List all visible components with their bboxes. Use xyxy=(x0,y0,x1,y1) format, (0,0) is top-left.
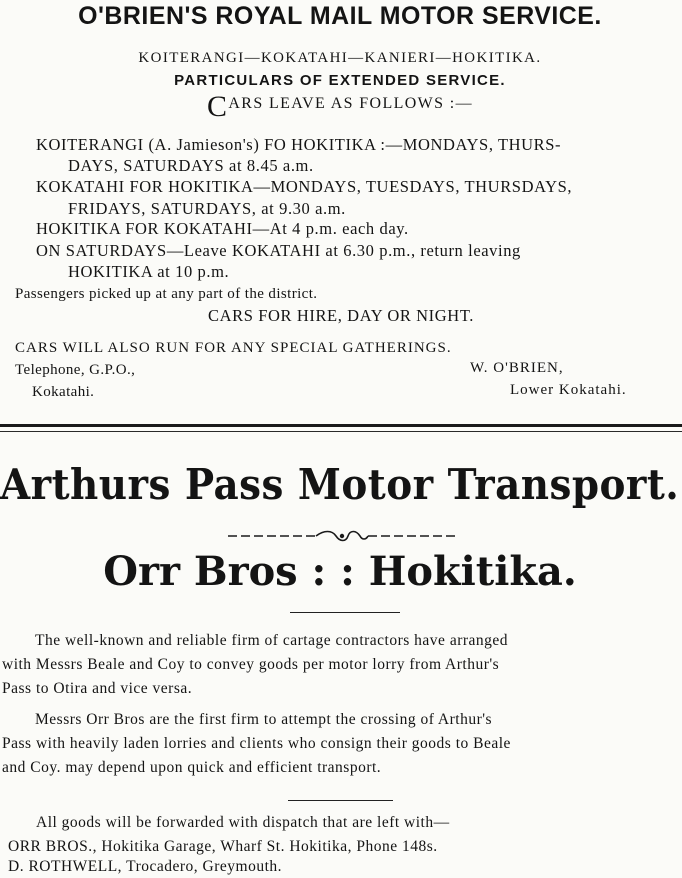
paragraph-line: and Coy. may depend upon quick and efficient transport. xyxy=(2,759,382,776)
paragraph-line: Messrs Orr Bros are the first firm to attempt the crossing of Arthur's xyxy=(35,711,493,728)
forwarding-notice: All goods will be forwarded with dispatch that are left with— xyxy=(36,814,450,831)
obrien-ad-title: O'BRIEN'S ROYAL MAIL MOTOR SERVICE. xyxy=(78,2,602,30)
orr-ad-subtitle: Orr Bros : : Hokitika. xyxy=(103,548,577,595)
schedule-line: KOITERANGI (A. Jamieson's) FO HOKITIKA :—MONDAYS, THURS- xyxy=(36,135,562,154)
schedule-line: HOKITIKA at 10 p.m. xyxy=(68,262,230,281)
separator-thick xyxy=(0,424,682,427)
paragraph-line: Pass to Otira and vice versa. xyxy=(2,680,193,697)
short-rule xyxy=(290,612,400,613)
special-gatherings: CARS WILL ALSO RUN FOR ANY SPECIAL GATHERINGS. xyxy=(15,340,452,356)
schedule-line: ON SATURDAYS—Leave KOKATAHI at 6.30 p.m., return leaving xyxy=(36,241,521,260)
schedule-line: FRIDAYS, SATURDAYS, at 9.30 a.m. xyxy=(68,199,346,218)
location-left: Kokatahi. xyxy=(32,384,95,400)
separator-thin xyxy=(0,431,682,432)
telephone: Telephone, G.P.O., xyxy=(15,362,136,378)
pickup-notice: Passengers picked up at any part of the district. xyxy=(15,286,318,302)
orr-ad-title: Arthurs Pass Motor Transport. xyxy=(0,460,680,509)
hire-notice: CARS FOR HIRE, DAY OR NIGHT. xyxy=(207,306,474,325)
location-right: Lower Kokatahi. xyxy=(510,382,627,398)
proprietor-name: W. O'BRIEN, xyxy=(470,360,564,376)
short-rule xyxy=(288,800,393,801)
contact-line: ORR BROS., Hokitika Garage, Wharf St. Hokitika, Phone 148s. xyxy=(8,838,438,855)
contact-line: D. ROTHWELL, Trocadero, Greymouth. xyxy=(8,858,282,875)
ornament-divider xyxy=(228,528,456,544)
schedule-line: KOKATAHI FOR HOKITIKA—MONDAYS, TUESDAYS, THURSDAYS, xyxy=(36,177,573,196)
paragraph-line: The well-known and reliable firm of cartage contractors have arranged xyxy=(35,632,509,649)
paragraph-line: Pass with heavily laden lorries and clients who consign their goods to Beale xyxy=(2,735,511,752)
schedule-line: HOKITIKA FOR KOKATAHI—At 4 p.m. each day. xyxy=(36,219,409,238)
particulars-heading: PARTICULARS OF EXTENDED SERVICE. xyxy=(174,72,506,89)
paragraph-line: with Messrs Beale and Coy to convey goods per motor lorry from Arthur's xyxy=(2,656,500,673)
schedule-line: DAYS, SATURDAYS at 8.45 a.m. xyxy=(68,156,314,175)
drop-cap: C xyxy=(207,90,229,123)
cars-leave-text: ARS LEAVE AS FOLLOWS :— xyxy=(228,95,473,112)
route-line: KOITERANGI—KOKATAHI—KANIERI—HOKITIKA. xyxy=(138,50,542,66)
cars-leave-heading xyxy=(0,90,680,124)
